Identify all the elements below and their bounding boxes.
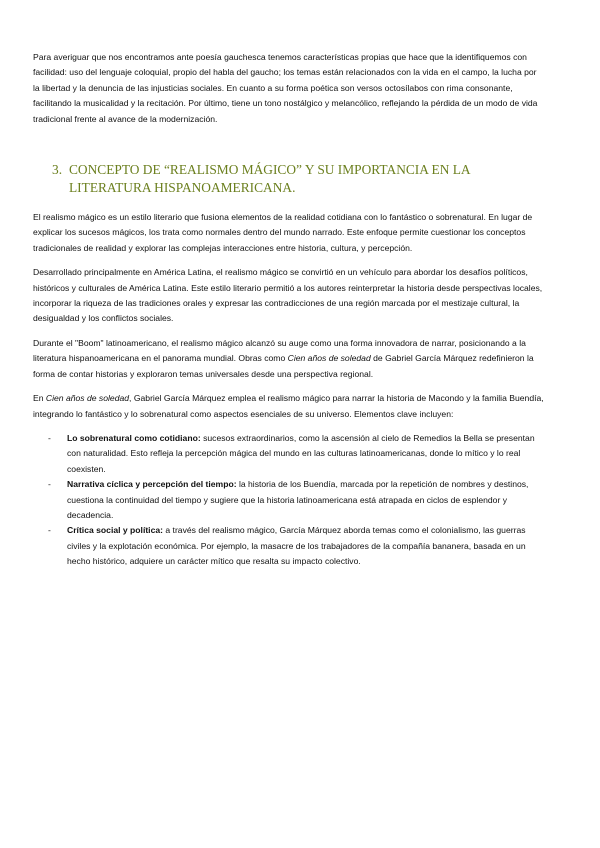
- paragraph-boom-text-2: de Gabriel García Márquez redefinieron la forma de contar historias y exploraron temas universales desde una perspectiva regional.: [33, 353, 534, 379]
- list-bullet: -: [48, 479, 51, 490]
- list-item-term: Lo sobrenatural como cotidiano:: [67, 432, 201, 443]
- list-bullet: -: [48, 525, 51, 536]
- list-item-text: la historia de los Buendía, marcada por la repetición de nombres y destinos, cuestiona la continuidad del tiempo y sugiere que la historia latinoamericana está atrapada en ciclos de esplendor y decadencia.: [67, 479, 529, 520]
- list-item: [33, 431, 545, 477]
- list-item-text: a través del realismo mágico, García Márquez aborda temas como el colonialismo, las guerras civiles y la explotación económica. Por ejemplo, la masacre de los trabajadores de la compañía bananera, basada en un hecho histórico, adquiere un carácter mítico que resalta su impacto colectivo.: [67, 525, 526, 567]
- list-bullet: -: [48, 432, 51, 443]
- book-title: Cien años de soledad: [287, 353, 371, 364]
- intro-paragraph: Para averiguar que nos encontramos ante poesía gauchesca tenemos características propias que hace que la identifiquemos con facilidad: uso del lenguaje coloquial, propio del habla del gaucho; los temas están relacionados con la vida en el campo, la lucha por la libertad y la denuncia de las injusticias sociales. En cuanto a su forma poética son versos octosílabos con rima consonante, facilitando la musicalidad y la recitación. Por último, tiene un tono nostálgico y melancólico, reflejando la pérdida de un modo de vida tradicional frente al avance de la modernización.: [33, 52, 538, 124]
- list-item: [33, 523, 545, 569]
- paragraph-cien-anos-text-2: , Gabriel García Márquez emplea el realismo mágico para narrar la historia de Macondo y la familia Buendía, integrando lo fantástico y lo sobrenatural como aspectos esenciales de su universo. Elementos clave incluyen:: [33, 393, 544, 419]
- book-title: Cien años de soledad: [45, 393, 130, 404]
- section-heading: [52, 161, 545, 197]
- list-item-text: sucesos extraordinarios, como la ascensión al cielo de Remedios la Bella se presentan con naturalidad. Esto refleja la percepción mágica del mundo en las culturas latinoamericanas, donde lo mítico y lo real coexisten.: [67, 432, 535, 474]
- paragraph-latin-america: Desarrollado principalmente en América Latina, el realismo mágico se convirtió en un vehículo para abordar los desafíos políticos, históricos y culturales de América Latina. Este estilo literario permitió a los autores reinterpretar la historia desde perspectivas locales, incorporar la riqueza de las tradiciones orales y expresar las contradicciones de una región marcada por el mestizaje cultural, la desigualdad y los conflictos sociales.: [33, 267, 543, 324]
- key-elements-list: [33, 431, 545, 570]
- list-item-term: Narrativa cíclica y percepción del tiempo:: [67, 479, 237, 490]
- list-item: [33, 477, 545, 523]
- section-number: 3.: [52, 162, 63, 178]
- paragraph-definition: El realismo mágico es un estilo literario que fusiona elementos de la realidad cotidiana con lo fantástico o sobrenatural. En lugar de explicar los sucesos mágicos, los trata como normales dentro del mundo narrado. Este enfoque permite cuestionar los conceptos tradicionales de realidad y explorar las complejas interacciones entre historia, cultura, y percepción.: [33, 212, 533, 253]
- paragraph-cien-anos-text-1: En: [33, 393, 46, 404]
- paragraph-cien-anos: [33, 391, 545, 422]
- paragraph-boom: [33, 336, 545, 382]
- section-title: CONCEPTO DE “REALISMO MÁGICO” Y SU IMPORTANCIA EN LA LITERATURA HISPANOAMERICANA.: [69, 162, 470, 196]
- list-item-term: Crítica social y política:: [67, 525, 163, 536]
- paragraph-boom-text-1: Durante el "Boom" latinoamericano, el realismo mágico alcanzó su auge como una forma innovadora de narrar, posicionando a la literatura hispanoamericana en el panorama mundial. Obras como: [33, 337, 526, 364]
